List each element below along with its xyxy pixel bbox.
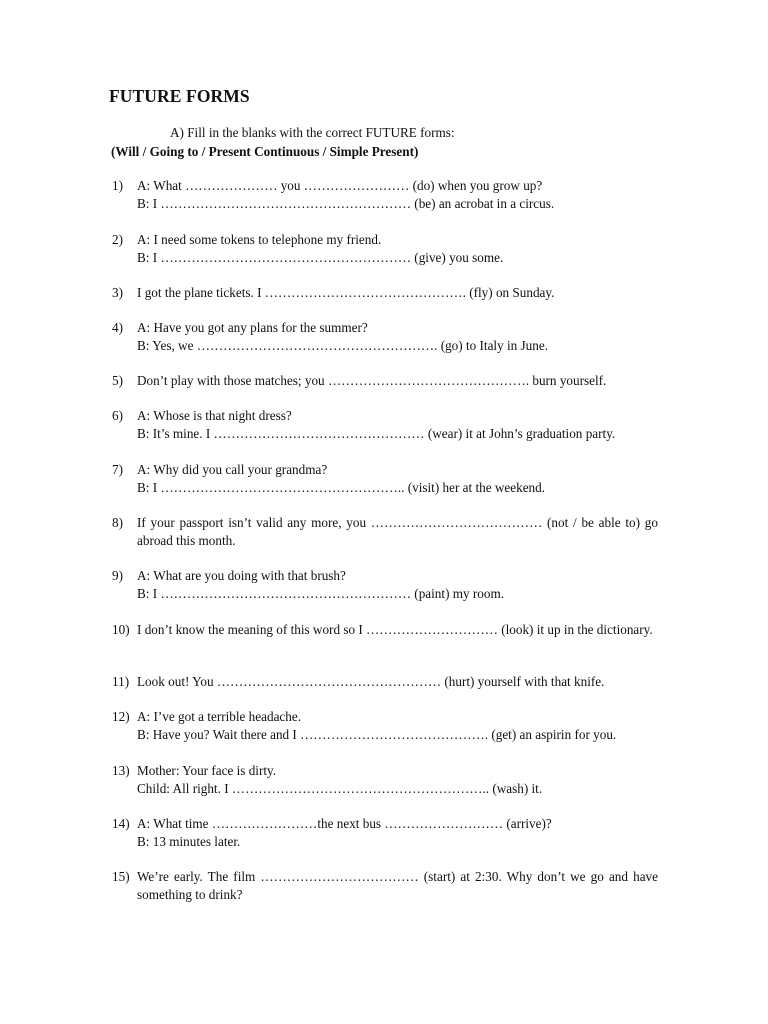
item-line: B: I ………………………………………………… (paint) my room. [137, 586, 505, 601]
item-line: B: I ……………………………………………….. (visit) her at the weekend. [137, 480, 546, 495]
item-line: A: Why did you call your grandma? [137, 462, 328, 477]
exercise-item [112, 407, 658, 443]
item-line: B: Yes, we ………………………………………………. (go) to Italy in June. [137, 338, 549, 353]
exercise-item [112, 231, 658, 267]
item-line: I don’t know the meaning of this word so I ………………………… (look) it up in the dictionary. [137, 622, 653, 637]
page-title: FUTURE FORMS [109, 86, 250, 106]
item-number: 10) [112, 622, 130, 637]
item-line: B: Have you? Wait there and I ……………………………………. (get) an aspirin for you. [137, 727, 617, 742]
item-line: If your passport isn’t valid any more, you ………………………………… (not / be able to) go abroad this month. [137, 515, 658, 548]
item-number: 12) [112, 709, 130, 724]
item-number: 6) [112, 408, 123, 423]
item-line: B: I ………………………………………………… (be) an acrobat in a circus. [137, 196, 555, 211]
item-line: A: I need some tokens to telephone my friend. [137, 232, 382, 247]
item-line: Look out! You …………………………………………… (hurt) yourself with that knife. [137, 674, 605, 689]
item-number: 15) [112, 869, 130, 884]
item-number: 14) [112, 816, 130, 831]
item-line: Don’t play with those matches; you ………………………………………. burn yourself. [137, 373, 607, 388]
item-line: A: What time ……………………the next bus ……………………… (arrive)? [137, 816, 552, 831]
item-number: 8) [112, 515, 123, 530]
exercise-item [112, 815, 658, 851]
exercise-item [112, 621, 658, 639]
exercise-item [112, 461, 658, 497]
item-line: A: What ………………… you …………………… (do) when you grow up? [137, 178, 543, 193]
item-number: 4) [112, 320, 123, 335]
exercise-item [112, 284, 658, 302]
instruction-subtitle: (Will / Going to / Present Continuous / Simple Present) [111, 144, 419, 159]
item-number: 2) [112, 232, 123, 247]
exercise-item [112, 514, 658, 550]
item-number: 13) [112, 763, 130, 778]
item-line: We’re early. The film ……………………………… (start) at 2:30. Why don’t we go and have something to drink? [137, 869, 658, 902]
exercise-item [112, 567, 658, 603]
item-line: A: Whose is that night dress? [137, 408, 292, 423]
exercise-item [112, 708, 658, 744]
exercise-item [112, 177, 658, 213]
item-line: B: It’s mine. I ………………………………………… (wear) it at John’s graduation party. [137, 426, 616, 441]
item-line: A: Have you got any plans for the summer? [137, 320, 368, 335]
instruction-text: A) Fill in the blanks with the correct FUTURE forms: [170, 125, 455, 140]
item-number: 11) [112, 674, 130, 689]
item-line: Mother: Your face is dirty. [137, 763, 277, 778]
item-number: 9) [112, 568, 123, 583]
exercise-item [112, 868, 658, 904]
item-line: I got the plane tickets. I ………………………………………. (fly) on Sunday. [137, 285, 555, 300]
item-number: 5) [112, 373, 123, 388]
item-number: 1) [112, 178, 123, 193]
item-line: B: I ………………………………………………… (give) you some. [137, 250, 504, 265]
exercise-item [112, 319, 658, 355]
item-line: A: I’ve got a terrible headache. [137, 709, 302, 724]
item-line: A: What are you doing with that brush? [137, 568, 346, 583]
exercise-item [112, 673, 658, 691]
exercise-item [112, 762, 658, 798]
item-line: Child: All right. I ………………………………………………….. (wash) it. [137, 781, 543, 796]
item-line: B: 13 minutes later. [137, 834, 241, 849]
item-number: 7) [112, 462, 123, 477]
exercise-item [112, 372, 658, 390]
item-number: 3) [112, 285, 123, 300]
